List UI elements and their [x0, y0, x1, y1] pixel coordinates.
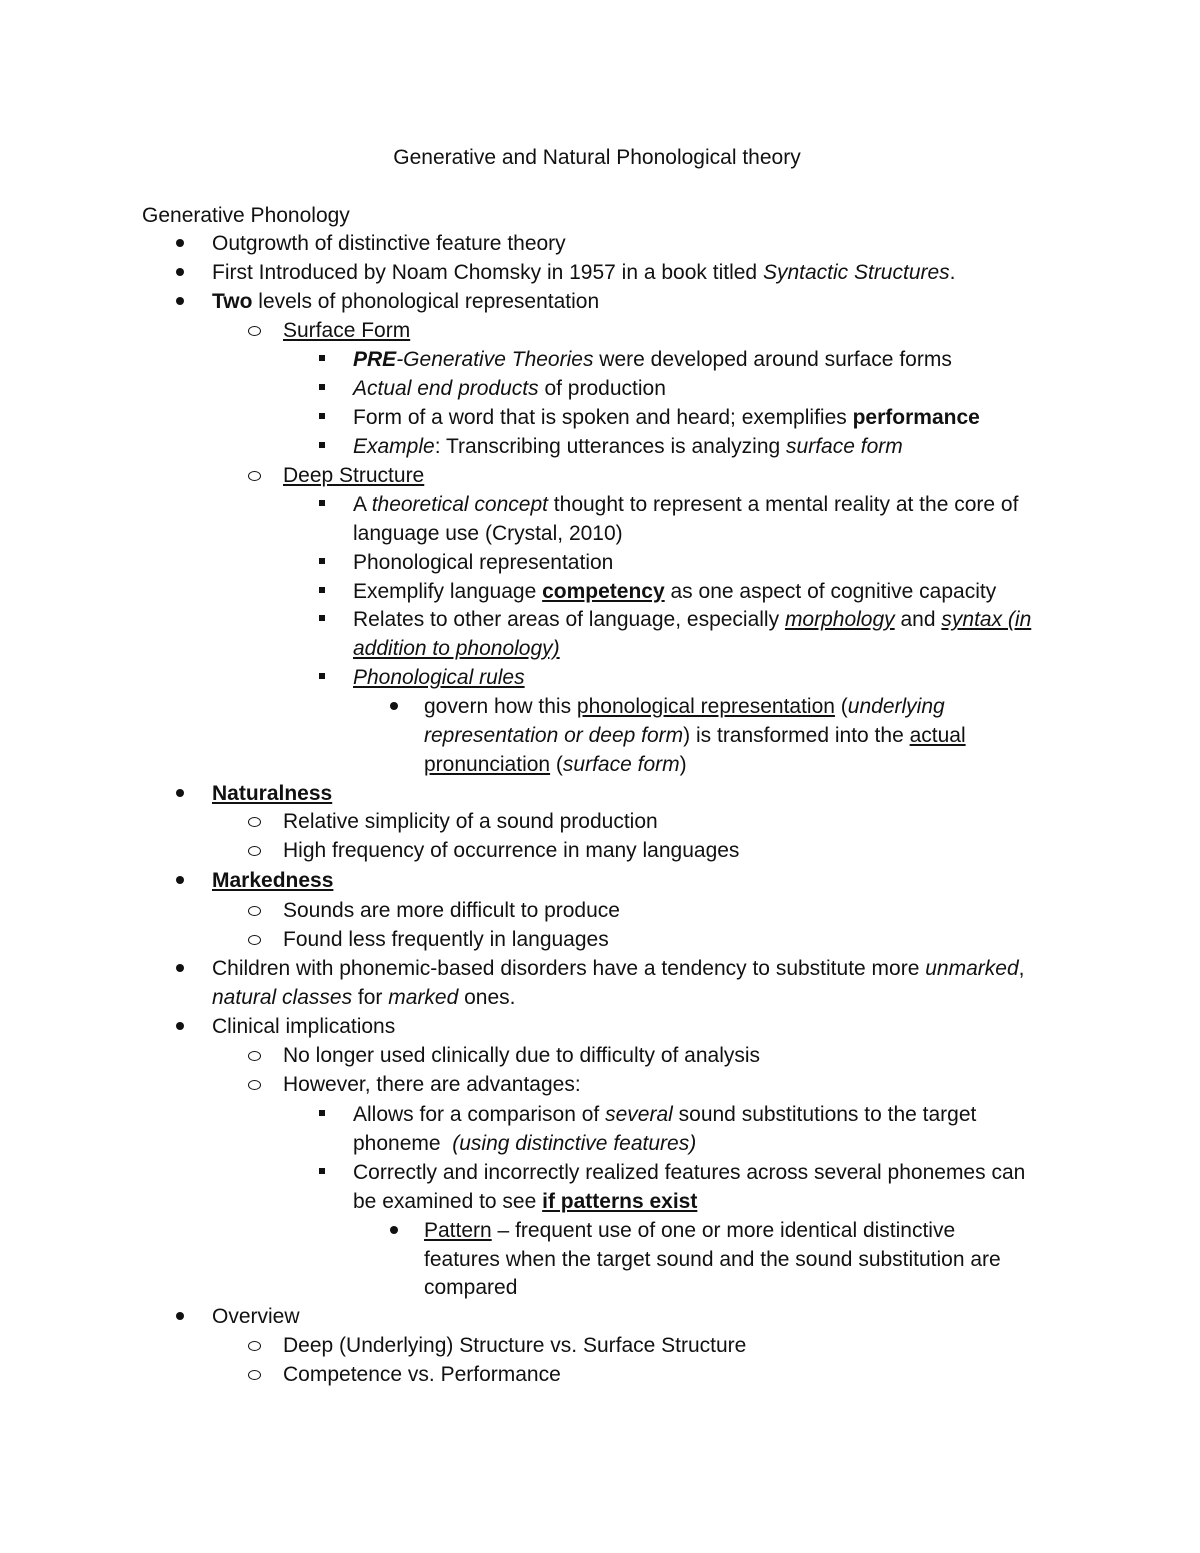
list-item: Phonological rules — [353, 666, 525, 689]
list-item-continuation: representation or deep form) is transformed into the actual — [424, 724, 966, 747]
list-item: Deep (Underlying) Structure vs. Surface Structure — [283, 1334, 747, 1357]
bullet-square — [319, 384, 325, 390]
bullet-dot — [176, 297, 184, 305]
list-item-continuation: be examined to see if patterns exist — [353, 1190, 698, 1213]
bullet-square — [319, 413, 325, 419]
bullet-dot — [176, 268, 184, 276]
list-item-continuation: pronunciation (surface form) — [424, 753, 687, 776]
list-item: No longer used clinically due to difficulty of analysis — [283, 1044, 761, 1067]
bullet-square — [319, 355, 325, 361]
bullet-square — [319, 1168, 325, 1174]
list-item: Sounds are more difficult to produce — [283, 899, 620, 922]
bullet-circle — [248, 326, 261, 336]
list-item: Children with phonemic-based disorders have a tendency to substitute more unmarked, — [212, 957, 1025, 980]
bullet-dot — [176, 876, 184, 884]
list-item-continuation: features when the target sound and the sound substitution are — [424, 1248, 1001, 1271]
list-item: Actual end products of production — [353, 377, 666, 400]
bullet-dot — [176, 1312, 184, 1320]
list-item: First Introduced by Noam Chomsky in 1957 in a book titled Syntactic Structures. — [212, 261, 956, 284]
bullet-dot — [176, 964, 184, 972]
list-item: PRE-Generative Theories were developed around surface forms — [353, 348, 952, 371]
list-item: govern how this phonological representation (underlying — [424, 695, 945, 718]
list-item-continuation: compared — [424, 1276, 518, 1299]
list-item: Example: Transcribing utterances is analyzing surface form — [353, 435, 903, 458]
list-item-continuation: natural classes for marked ones. — [212, 986, 516, 1009]
bullet-circle — [248, 1341, 261, 1351]
bullet-square — [319, 558, 325, 564]
bullet-dot — [390, 1226, 398, 1234]
list-item: Two levels of phonological representation — [212, 290, 600, 313]
list-item: Form of a word that is spoken and heard; exemplifies performance — [353, 406, 980, 429]
bullet-circle — [248, 935, 261, 945]
list-item: Overview — [212, 1305, 300, 1328]
list-item: Pattern – frequent use of one or more identical distinctive — [424, 1219, 956, 1242]
list-item: Found less frequently in languages — [283, 928, 609, 951]
list-item: Competence vs. Performance — [283, 1363, 561, 1386]
section-heading: Generative Phonology — [142, 204, 350, 227]
bullet-circle — [248, 1051, 261, 1061]
list-item: Correctly and incorrectly realized features across several phonemes can — [353, 1161, 1026, 1184]
subheading-surface-form: Surface Form — [283, 319, 411, 342]
list-item: Exemplify language competency as one aspect of cognitive capacity — [353, 580, 997, 603]
bullet-circle — [248, 1370, 261, 1380]
bullet-circle — [248, 817, 261, 827]
list-item-markedness: Markedness — [212, 869, 334, 892]
list-item: Outgrowth of distinctive feature theory — [212, 232, 566, 255]
bullet-dot — [176, 239, 184, 247]
subheading-deep-structure: Deep Structure — [283, 464, 425, 487]
bullet-circle — [248, 906, 261, 916]
list-item: Relative simplicity of a sound production — [283, 810, 658, 833]
bullet-square — [319, 615, 325, 621]
list-item-naturalness: Naturalness — [212, 782, 333, 805]
bullet-circle — [248, 846, 261, 856]
list-item-continuation: language use (Crystal, 2010) — [353, 522, 623, 545]
list-item: A theoretical concept thought to represent a mental reality at the core of — [353, 493, 1019, 516]
list-item: However, there are advantages: — [283, 1073, 581, 1096]
list-item: Phonological representation — [353, 551, 614, 574]
page-title: Generative and Natural Phonological theory — [393, 146, 801, 169]
list-item-continuation: addition to phonology) — [353, 637, 560, 660]
bullet-square — [319, 673, 325, 679]
bullet-circle — [248, 1080, 261, 1090]
list-item: Allows for a comparison of several sound substitutions to the target — [353, 1103, 977, 1126]
bullet-dot — [176, 1022, 184, 1030]
bullet-circle — [248, 471, 261, 481]
list-item-continuation: phoneme (using distinctive features) — [353, 1132, 697, 1155]
bullet-square — [319, 1110, 325, 1116]
bullet-square — [319, 587, 325, 593]
bullet-dot — [390, 702, 398, 710]
bullet-square — [319, 442, 325, 448]
list-item: Relates to other areas of language, especially morphology and syntax (in — [353, 608, 1032, 631]
list-item: Clinical implications — [212, 1015, 396, 1038]
bullet-dot — [176, 789, 184, 797]
bullet-square — [319, 500, 325, 506]
list-item: High frequency of occurrence in many languages — [283, 839, 740, 862]
